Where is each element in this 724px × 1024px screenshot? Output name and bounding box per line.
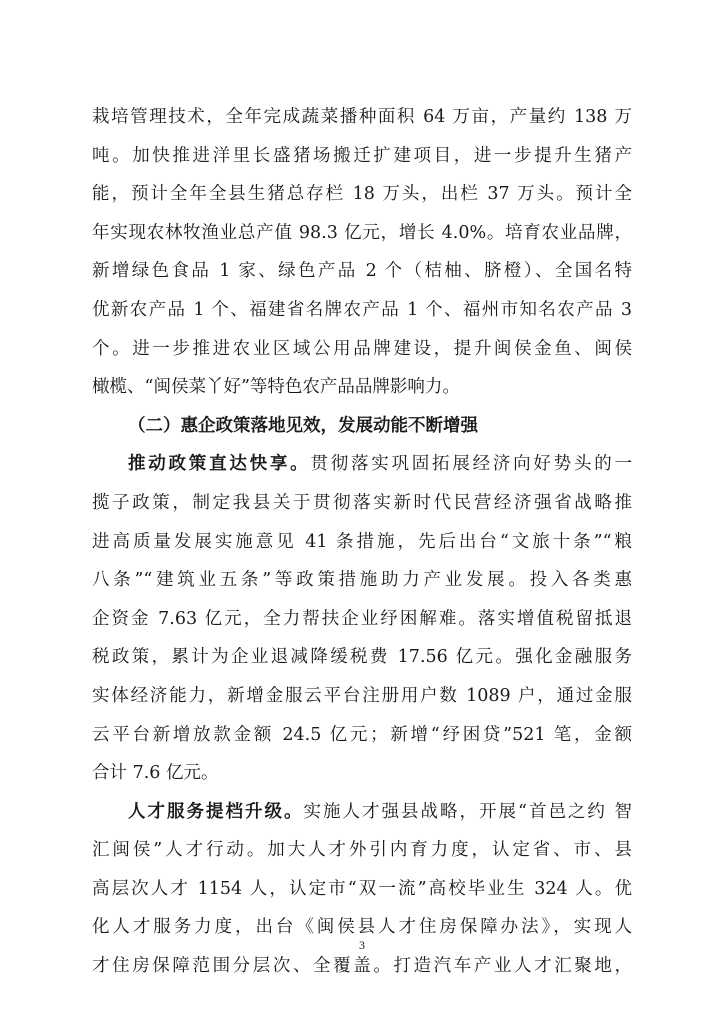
paragraph-line: 新增绿色食品 1 家、绿色产品 2 个（桔柚、脐橙）、全国名特 [92,261,632,282]
paragraph-text: 贯彻落实巩固拓展经济向好势头的一 [310,454,632,475]
paragraph-line: 实体经济能力，新增金服云平台注册用户数 1089 户，通过金服 [92,685,632,706]
paragraph-first-line [92,793,632,832]
paragraph-first-line [92,445,632,484]
paragraph-line: 高层次人才 1154 人，认定市“双一流”高校毕业生 324 人。优 [92,878,632,899]
paragraph-line: 优新农产品 1 个、福建省名牌农产品 1 个、福州市知名农产品 3 [92,299,632,320]
paragraph-line: 个。进一步推进农业区域公用品牌建设，提升闽侯金鱼、闽侯 [92,338,632,359]
paragraph-line: 才住房保障范围分层次、全覆盖。打造汽车产业人才汇聚地， [92,956,632,977]
paragraph-line: 税政策，累计为企业退减降缓税费 17.56 亿元。强化金融服务 [92,647,632,668]
paragraph-line: 云平台新增放款金额 24.5 亿元；新增“纾困贷”521 笔，金额 [92,724,632,745]
paragraph-line: 企资金 7.63 亿元，全力帮扶企业纾困解难。落实增值税留抵退 [92,608,632,629]
page-number: 3 [359,938,365,952]
paragraph-line: 年实现农林牧渔业总产值 98.3 亿元，增长 4.0%。培育农业品牌， [92,222,632,243]
document-body [92,98,632,986]
paragraph-line: 汇闽侯”人才行动。加大人才外引内育力度，认定省、市、县 [92,840,632,861]
paragraph-line: 吨。加快推进洋里长盛猪场搬迁扩建项目，进一步提升生猪产 [92,145,632,166]
paragraph-line: 揽子政策，制定我县关于贯彻落实新时代民营经济强省战略推 [92,492,632,513]
paragraph-line: 八条”“建筑业五条”等政策措施助力产业发展。投入各类惠 [92,570,632,591]
paragraph-lead: 推动政策直达快享。 [128,454,311,475]
paragraph-line: 合计 7.6 亿元。 [92,763,219,784]
paragraph-line: 能，预计全年全县生猪总存栏 18 万头，出栏 37 万头。预计全 [92,184,632,205]
paragraph-lead: 人才服务提档升级。 [128,801,304,822]
section-heading: （二）惠企政策落地见效，发展动能不断增强 [128,415,478,436]
paragraph-line: 栽培管理技术，全年完成蔬菜播种面积 64 万亩，产量约 138 万 [92,107,632,127]
paragraph-line: 化人才服务力度，出台《闽侯县人才住房保障办法》，实现人 [92,917,632,938]
paragraph-line: 进高质量发展实施意见 41 条措施，先后出台“文旅十条”“粮 [92,531,632,552]
paragraph-text: 实施人才强县战略，开展“首邑之约 智 [303,801,632,822]
paragraph-line: 橄榄、“闽侯菜丫好”等特色农产品品牌影响力。 [92,377,460,398]
